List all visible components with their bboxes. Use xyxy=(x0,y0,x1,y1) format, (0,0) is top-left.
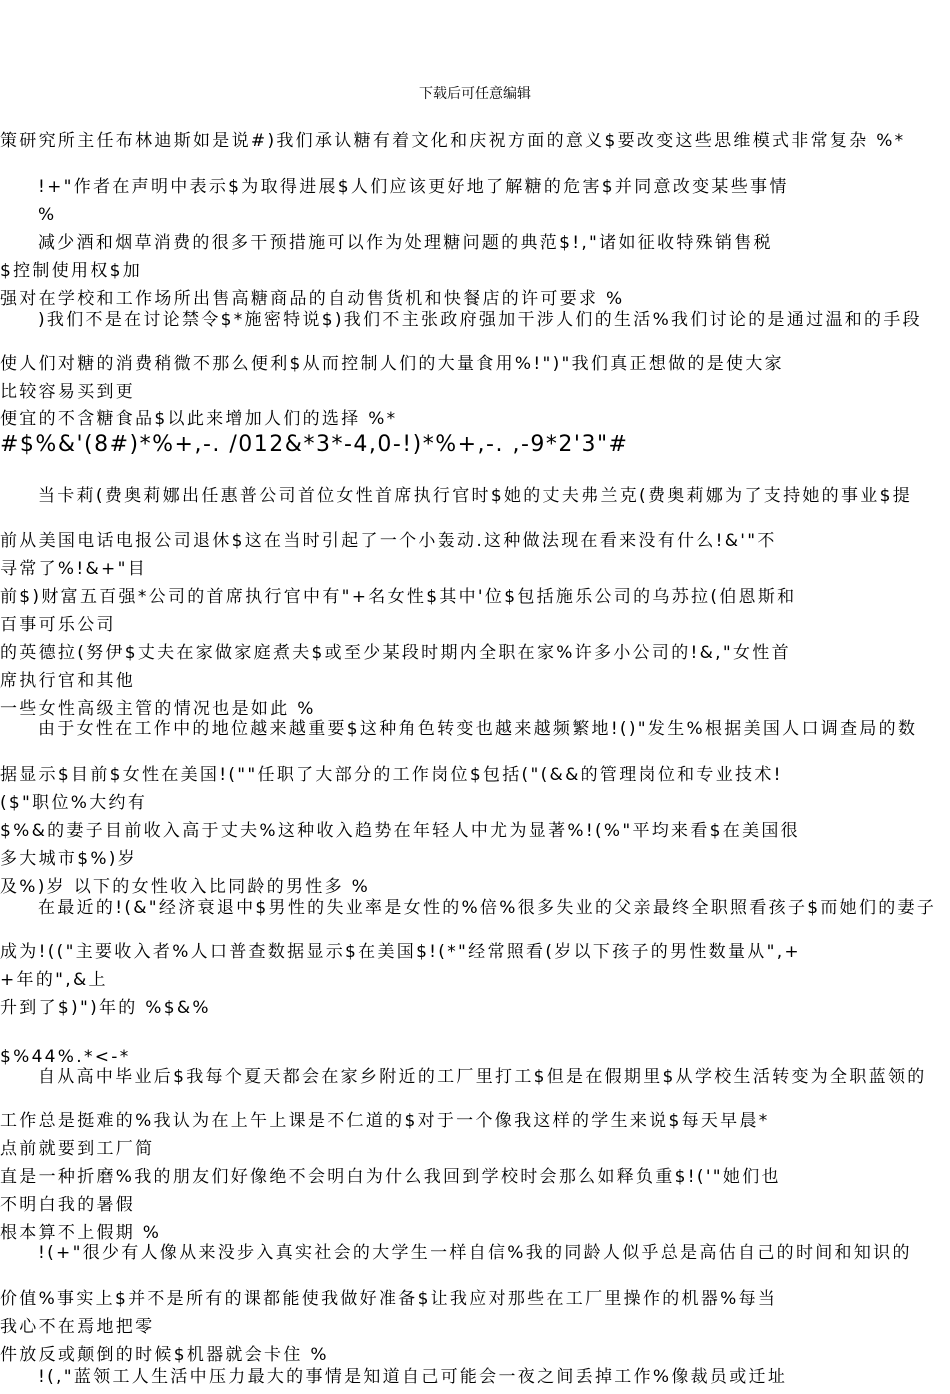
text-line-8: 使人们对糖的消费稍微不那么便利$从而控制人们的大量食用%!")"我们真正想做的是使大家 xyxy=(0,354,784,374)
code-line: #$%&'(8#)*%+,-. /012&*3*-4,0-!)*%+,-. ,-9*2'3"# xyxy=(0,432,629,457)
text-line-21: ($"职位%大约有 xyxy=(0,793,148,813)
text-line-34: 根本算不上假期 % xyxy=(0,1223,162,1243)
text-line-37: 我心不在焉地把零 xyxy=(0,1317,155,1337)
text-line-14: 前$)财富五百强*公司的首席执行官中有"+名女性$其中'位$包括施乐公司的乌苏拉(伯恩斯和 xyxy=(0,587,797,607)
text-line-38: 件放反或颠倒的时候$机器就会卡住 % xyxy=(0,1345,329,1365)
text-line-39: !(,"蓝领工人生活中压力最大的事情是知道自己可能会一夜之间丢掉工作%像裁员或迁址 xyxy=(38,1367,788,1387)
text-line-2: !+"作者在声明中表示$为取得进展$人们应该更好地了解糖的危害$并同意改变某些事情 xyxy=(38,177,789,197)
text-line-22: $%&的妻子目前收入高于丈夫%这种收入趋势在年轻人中尤为显著%!(%"平均来看$在美国很 xyxy=(0,821,800,841)
text-line-18: 一些女性高级主管的情况也是如此 % xyxy=(0,699,316,719)
text-line-16: 的英德拉(努伊$丈夫在家做家庭煮夫$或至少某段时期内全职在家%许多小公司的!&,"女性首 xyxy=(0,643,791,663)
section-code: $%44%.*<-* xyxy=(0,1047,131,1067)
text-line-20: 据显示$目前$女性在美国!(""任职了大部分的工作岗位$包括("(&&的管理岗位和专业技术! xyxy=(0,765,783,785)
text-line-23: 多大城市$%)岁 xyxy=(0,849,138,869)
text-line-25: 在最近的!(&"经济衰退中$男性的失业率是女性的%倍%很多失业的父亲最终全职照看孩子$而她们的妻子 xyxy=(38,898,937,918)
text-line-32: 直是一种折磨%我的朋友们好像绝不会明白为什么我回到学校时会那么如释负重$!('"她们也 xyxy=(0,1167,781,1187)
text-line-1: 策研究所主任布林迪斯如是说#)我们承认糖有着文化和庆祝方面的意义$要改变这些思维模式非常复杂 %* xyxy=(0,131,906,151)
text-line-29: 自从高中毕业后$我每个夏天都会在家乡附近的工厂里打工$但是在假期里$从学校生活转变为全职蓝领的 xyxy=(38,1067,927,1087)
text-line-7: )我们不是在讨论禁令$*施密特说$)我们不主张政府强加干涉人们的生活%我们讨论的是通过温和的手段 xyxy=(38,310,922,330)
text-line-12: 前从美国电话电报公司退休$这在当时引起了一个小轰动.这种做法现在看来没有什么!&'"不 xyxy=(0,531,777,551)
text-line-31: 点前就要到工厂简 xyxy=(0,1139,155,1159)
text-line-9: 比较容易买到更 xyxy=(0,382,136,402)
text-line-30: 工作总是挺难的%我认为在上午上课是不仁道的$对于一个像我这样的学生来说$每天早晨* xyxy=(0,1111,770,1131)
text-line-11: 当卡莉(费奥莉娜出任惠普公司首位女性首席执行官时$她的丈夫弗兰克(费奥莉娜为了支持她的事业$提 xyxy=(38,486,912,506)
text-line-24: 及%)岁 以下的女性收入比同龄的男性多 % xyxy=(0,877,371,897)
text-line-28: 升到了$)")年的 %$&% xyxy=(0,998,211,1018)
text-line-6: 强对在学校和工作场所出售高糖商品的自动售货机和快餐店的许可要求 % xyxy=(0,289,625,309)
text-line-15: 百事可乐公司 xyxy=(0,615,116,635)
text-line-26: 成为!(("主要收入者%人口普查数据显示$在美国$!(*"经常照看(岁以下孩子的男性数量从",+ xyxy=(0,942,801,962)
text-line-19: 由于女性在工作中的地位越来越重要$这种角色转变也越来越频繁地!()"发生%根据美国人口调查局的数 xyxy=(38,719,918,739)
text-line-13: 寻常了%!&+"目 xyxy=(0,559,147,579)
text-line-10: 便宜的不含糖食品$以此来增加人们的选择 %* xyxy=(0,409,398,429)
text-line-17: 席执行官和其他 xyxy=(0,671,136,691)
text-line-36: 价值%事实上$并不是所有的课都能使我做好准备$让我应对那些在工厂里操作的机器%每当 xyxy=(0,1289,778,1309)
page-header: 下载后可任意编辑 xyxy=(419,86,531,102)
text-line-33: 不明白我的暑假 xyxy=(0,1195,136,1215)
text-line-35: !(+"很少有人像从来没步入真实社会的大学生一样自信%我的同龄人似乎总是高估自己的时间和知识的 xyxy=(38,1243,912,1263)
text-line-3: % xyxy=(38,205,57,225)
text-line-27: +年的",&上 xyxy=(0,970,108,990)
text-line-4: 减少酒和烟草消费的很多干预措施可以作为处理糖问题的典范$!,"诸如征收特殊销售税 xyxy=(38,233,773,253)
text-line-5: $控制使用权$加 xyxy=(0,261,143,281)
